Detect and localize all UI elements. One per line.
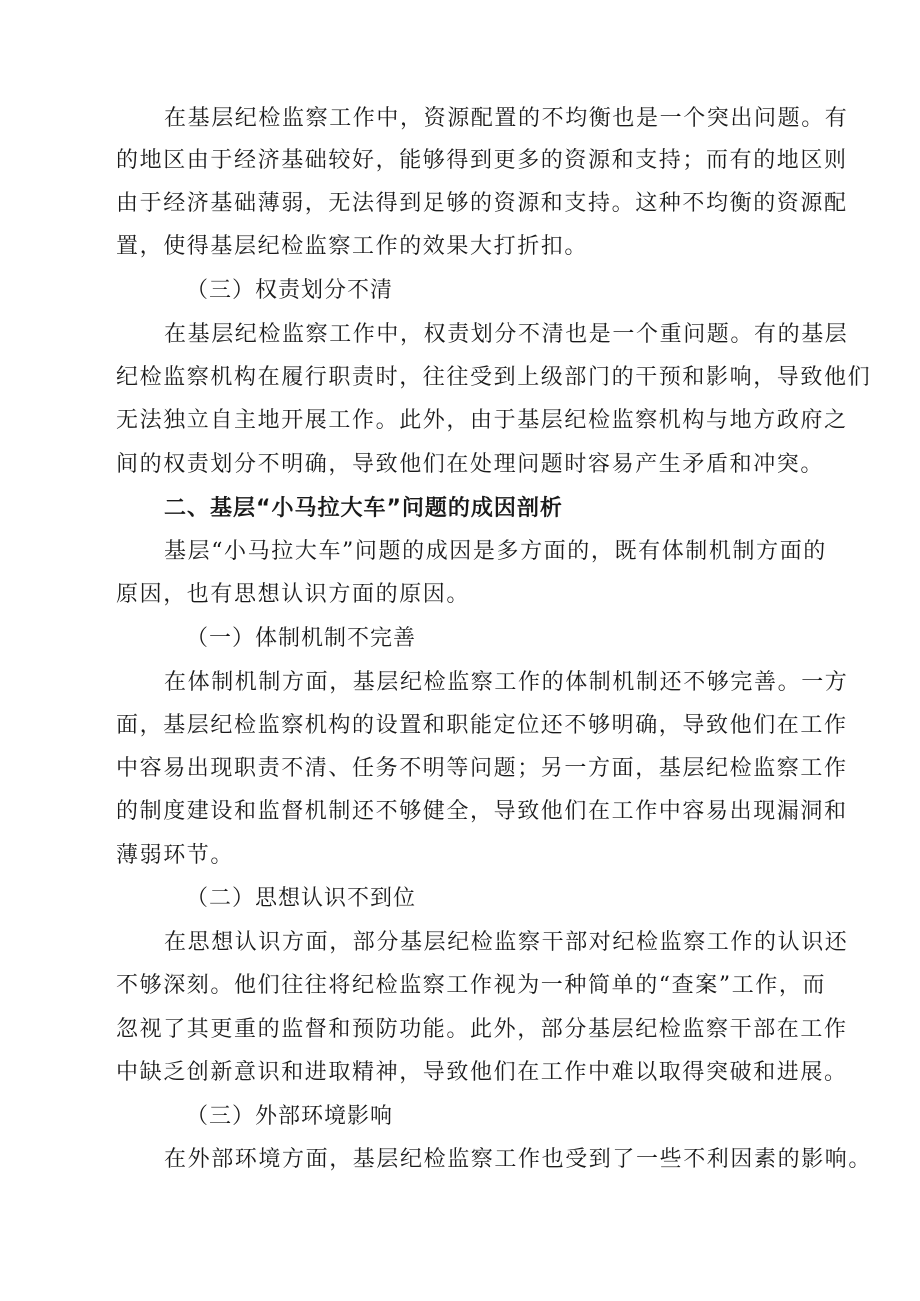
paragraph-line: 的制度建设和监督机制还不够健全，导致他们在工作中容易出现漏洞和 — [116, 799, 848, 824]
paragraph-line: 在基层纪检监察工作中，资源配置的不均衡也是一个突出问题。有 — [164, 106, 849, 131]
subsection-heading: （一）体制机制不完善 — [186, 626, 417, 651]
paragraph-line: 在体制机制方面，基层纪检监察工作的体制机制还不够完善。一方 — [164, 670, 849, 695]
subsection-heading: （二）思想认识不到位 — [186, 886, 417, 911]
paragraph-line: 无法独立自主地开展工作。此外，由于基层纪检监察机构与地方政府之 — [116, 408, 848, 433]
paragraph-line: 不够深刻。他们往往将纪检监察工作视为一种简单的“查案”工作，而 — [116, 973, 827, 998]
section-heading: 二、基层“小马拉大车”问题的成因剖析 — [164, 496, 563, 521]
paragraph-line: 在思想认识方面，部分基层纪检监察干部对纪检监察工作的认识还 — [164, 930, 849, 955]
paragraph-line: 在外部环境方面，基层纪检监察工作也受到了一些不利因素的影响。 — [164, 1147, 873, 1172]
paragraph-line: 间的权责划分不明确，导致他们在处理问题时容易产生矛盾和冲突。 — [116, 452, 825, 477]
paragraph-line: 在基层纪检监察工作中，权责划分不清也是一个重问题。有的基层 — [164, 322, 849, 347]
subsection-heading: （三）权责划分不清 — [186, 278, 394, 303]
paragraph-line: 的地区由于经济基础较好，能够得到更多的资源和支持；而有的地区则 — [116, 148, 848, 173]
paragraph-line: 纪检监察机构在履行职责时，往往受到上级部门的干预和影响，导致他们 — [116, 365, 872, 390]
paragraph-line: 原因，也有思想认识方面的原因。 — [116, 582, 471, 607]
paragraph-line: 薄弱环节。 — [116, 843, 235, 868]
paragraph-line: 中缺乏创新意识和进取精神，导致他们在工作中难以取得突破和进展。 — [116, 1060, 848, 1085]
subsection-heading: （三）外部环境影响 — [186, 1104, 394, 1129]
paragraph-line: 面，基层纪检监察机构的设置和职能定位还不够明确，导致他们在工作 — [116, 713, 848, 738]
paragraph-line: 忽视了其更重的监督和预防功能。此外，部分基层纪检监察干部在工作 — [116, 1017, 848, 1042]
paragraph-line: 基层“小马拉大车”问题的成因是多方面的，既有体制机制方面的 — [164, 539, 827, 564]
paragraph-line: 由于经济基础薄弱，无法得到足够的资源和支持。这种不均衡的资源配 — [116, 191, 848, 216]
paragraph-line: 中容易出现职责不清、任务不明等问题；另一方面，基层纪检监察工作 — [116, 756, 848, 781]
paragraph-line: 置，使得基层纪检监察工作的效果大打折扣。 — [116, 234, 589, 259]
